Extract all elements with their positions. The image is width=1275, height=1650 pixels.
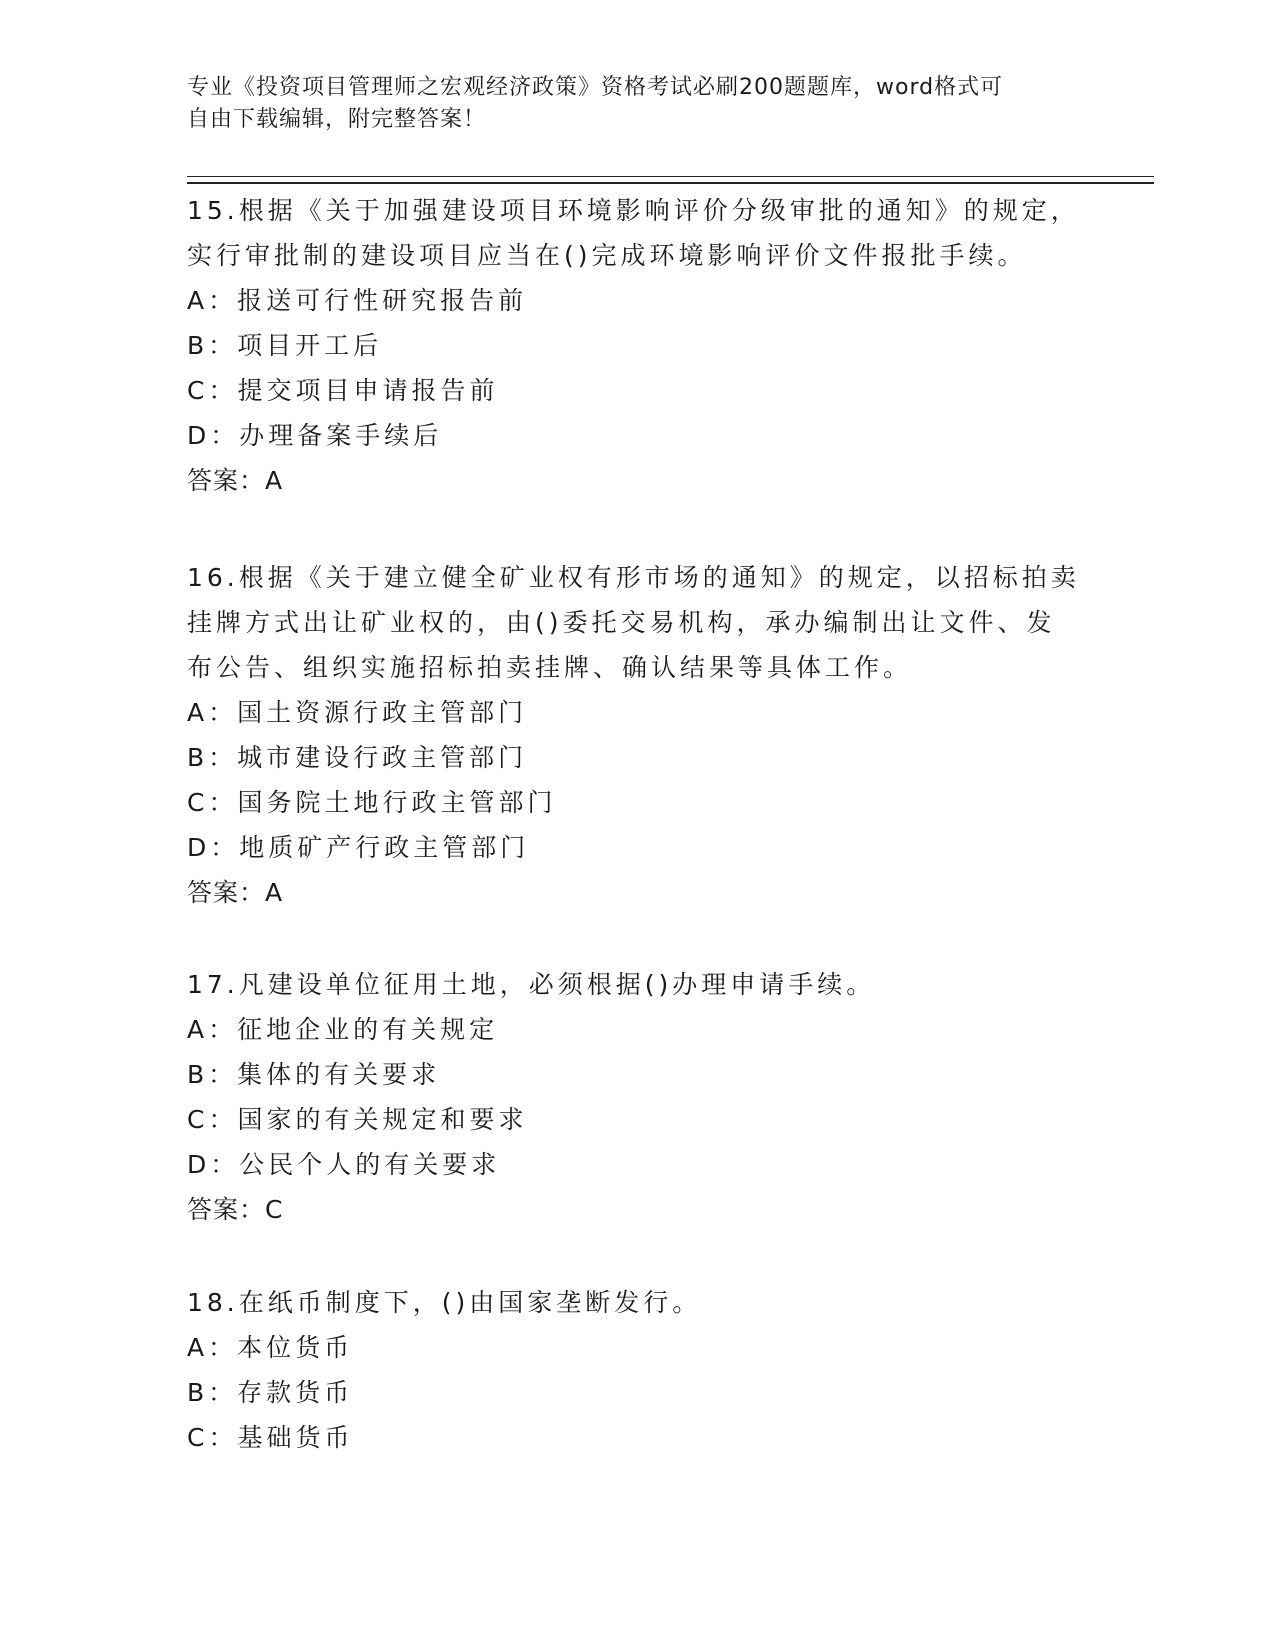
- option-d: D：公民个人的有关要求: [187, 1150, 501, 1179]
- answer-line: 答案：A: [187, 878, 284, 907]
- question-stem-line: 18.在纸币制度下，()由国家垄断发行。: [187, 1288, 702, 1317]
- option-b: B：项目开工后: [187, 331, 383, 360]
- question-stem-line: 17.凡建设单位征用土地，必须根据()办理申请手续。: [187, 970, 876, 999]
- answer-line: 答案：A: [187, 466, 284, 495]
- header-title-line-2: 自由下载编辑，附完整答案！: [187, 107, 487, 132]
- option-b: B：城市建设行政主管部门: [187, 743, 528, 772]
- question-stem-line: 16.根据《关于建立健全矿业权有形市场的通知》的规定，以招标拍卖: [187, 563, 1080, 592]
- question-stem-line: 布公告、组织实施招标拍卖挂牌、确认结果等具体工作。: [187, 653, 913, 682]
- option-b: B：集体的有关要求: [187, 1060, 441, 1089]
- option-a: A：征地企业的有关规定: [187, 1015, 499, 1044]
- answer-line: 答案：C: [187, 1195, 284, 1224]
- question-15: [187, 188, 1087, 503]
- option-a: A：报送可行性研究报告前: [187, 286, 528, 315]
- option-d: D：办理备案手续后: [187, 421, 443, 450]
- option-a: A：国土资源行政主管部门: [187, 698, 528, 727]
- question-stem-line: 挂牌方式出让矿业权的，由()委托交易机构，承办编制出让文件、发: [187, 608, 1056, 637]
- question-18: [187, 1280, 1087, 1460]
- document-header: [187, 72, 1067, 136]
- header-divider-thick: [187, 182, 1154, 184]
- question-stem-line: 实行审批制的建设项目应当在()完成环境影响评价文件报批手续。: [187, 241, 1027, 270]
- option-c: C：基础货币: [187, 1423, 354, 1452]
- header-divider-thin: [187, 176, 1154, 177]
- header-title-line-1: 专业《投资项目管理师之宏观经济政策》资格考试必刷200题题库，word格式可: [187, 75, 1004, 100]
- question-stem-line: 15.根据《关于加强建设项目环境影响评价分级审批的通知》的规定，: [187, 196, 1080, 225]
- option-b: B：存款货币: [187, 1378, 354, 1407]
- option-c: C：国务院土地行政主管部门: [187, 788, 557, 817]
- question-16: [187, 555, 1087, 915]
- option-c: C：国家的有关规定和要求: [187, 1105, 528, 1134]
- option-c: C：提交项目申请报告前: [187, 376, 499, 405]
- option-a: A：本位货币: [187, 1333, 354, 1362]
- question-17: [187, 962, 1087, 1232]
- option-d: D：地质矿产行政主管部门: [187, 833, 530, 862]
